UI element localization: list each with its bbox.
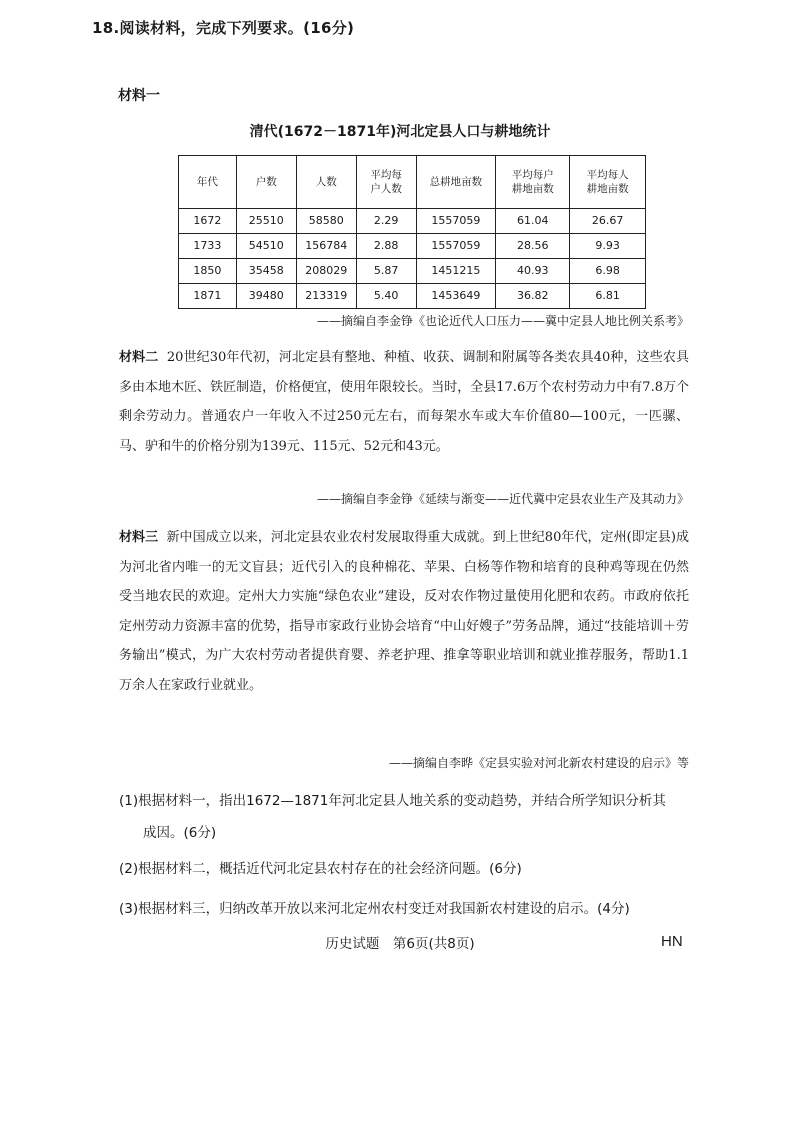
table-cell: 1733 [179,234,237,259]
table-cell: 25510 [236,209,296,234]
task-3: (3)根据材料三，归纳改革开放以来河北定州农村变迁对我国新农村建设的启示。(4分) [119,901,630,917]
task-1-line2: 成因。(6分) [143,825,217,841]
table-cell: 5.87 [356,259,416,284]
table-cell: 28.56 [496,234,570,259]
exam-code: HN [661,933,683,950]
header-cell: 平均每人 耕地亩数 [570,156,646,209]
material3-paragraph [119,523,689,700]
table-cell: 213319 [296,284,356,309]
material2-label: 材料二 [119,350,159,365]
task-1-line1: (1)根据材料一，指出1672—1871年河北定县人地关系的变动趋势，并结合所学知识分析其 [119,793,666,809]
table-cell: 1850 [179,259,237,284]
table-cell: 5.40 [356,284,416,309]
table-title: 清代(1672－1871年)河北定县人口与耕地统计 [249,124,551,140]
table-cell: 1672 [179,209,237,234]
page-footer: 历史试题 第6页(共8页) [325,936,475,952]
table-cell: 156784 [296,234,356,259]
table-cell: 36.82 [496,284,570,309]
material2-source: ——摘编自李金铮《延续与渐变——近代冀中定县农业生产及其动力》 [316,492,689,506]
table-cell: 1557059 [416,209,496,234]
header-cell: 人数 [296,156,356,209]
header-cell: 总耕地亩数 [416,156,496,209]
task-1 [119,785,704,849]
material3-text: 新中国成立以来，河北定县农业农村发展取得重大成就。到上世纪80年代，定州(即定县)成为河北省内唯一的无文盲县；近代引入的良种棉花、苹果、白杨等作物和培育的良种鸡等现在仍然受当地农民的欢迎。定州大力实施“绿色农业”建设，反对农作物过量使用化肥和农药。市政府依托定州劳动力资源丰富的优势，指导市家政行业协会培育“中山好嫂子”劳务品牌，通过“技能培训＋劳务输出”模式，为广大农村劳动者提供育婴、养老护理、推拿等职业培训和就业推荐服务，帮助1.1万余人在家政行业就业。 [119,530,689,693]
table-cell: 2.29 [356,209,416,234]
table-cell: 1557059 [416,234,496,259]
header-cell: 户数 [236,156,296,209]
material1-source: ——摘编自李金铮《也论近代人口压力——冀中定县人地比例关系考》 [316,314,689,328]
question-heading: 18.阅读材料，完成下列要求。(16分) [92,19,355,37]
task-2: (2)根据材料二，概括近代河北定县农村存在的社会经济问题。(6分) [119,861,522,877]
table-cell: 39480 [236,284,296,309]
table-header-row [179,156,646,209]
table-row [179,234,646,259]
population-farmland-table [178,155,646,309]
header-cell: 年代 [179,156,237,209]
table-row [179,284,646,309]
table-row [179,209,646,234]
material3-label: 材料三 [119,530,159,545]
material3-source: ——摘编自李晔《定县实验对河北新农村建设的启示》等 [388,756,689,770]
material2-paragraph [119,343,689,461]
header-cell: 平均每户 耕地亩数 [496,156,570,209]
table-cell: 1451215 [416,259,496,284]
table-cell: 35458 [236,259,296,284]
table-cell: 54510 [236,234,296,259]
table-cell: 6.81 [570,284,646,309]
material2-text: 20世纪30年代初，河北定县有整地、种植、收获、调制和附属等各类农具40种，这些农具多由本地木匠、铁匠制造，价格便宜，使用年限较长。当时，全县17.6万个农村劳动力中有7.8万个剩余劳动力。普通农户一年收入不过250元左右，而每架水车或大车价值80—100元，一匹骡、马、驴和牛的价格分别为139元、115元、52元和43元。 [119,350,689,454]
table-cell: 58580 [296,209,356,234]
table-cell: 1871 [179,284,237,309]
table-row [179,259,646,284]
table-cell: 40.93 [496,259,570,284]
table-cell: 26.67 [570,209,646,234]
header-cell: 平均每 户人数 [356,156,416,209]
table-cell: 208029 [296,259,356,284]
table-cell: 9.93 [570,234,646,259]
table-cell: 6.98 [570,259,646,284]
table-cell: 61.04 [496,209,570,234]
table-cell: 1453649 [416,284,496,309]
table-cell: 2.88 [356,234,416,259]
material1-label: 材料一 [118,88,160,104]
